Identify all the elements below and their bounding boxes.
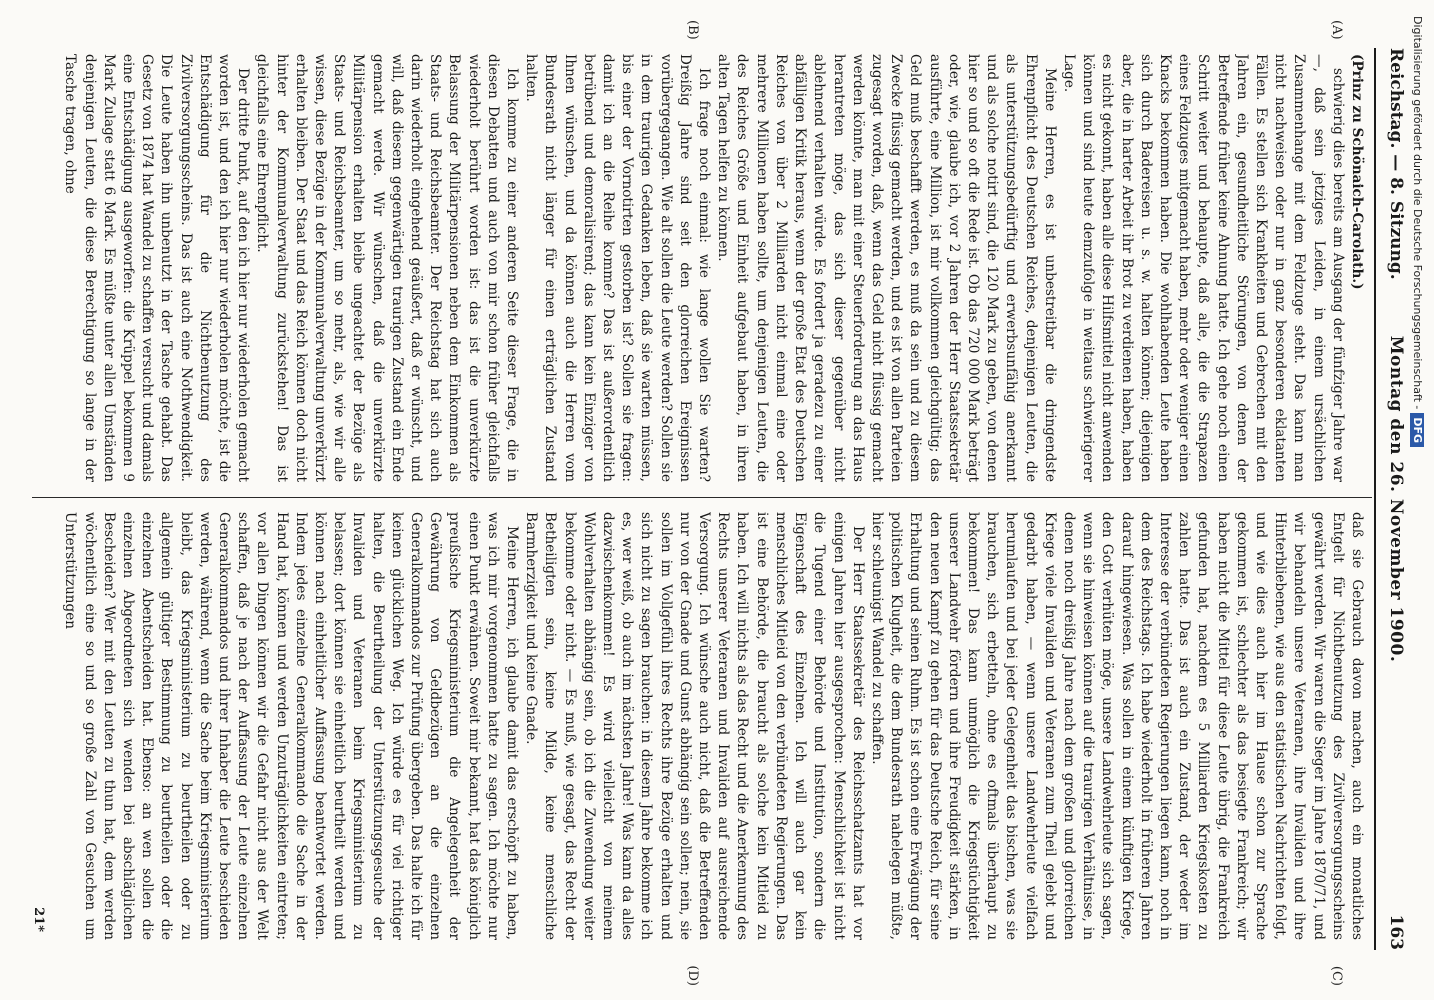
digitization-credit (1404, 8, 1430, 994)
margin-marker-c: (C) (1329, 965, 1344, 986)
paragraph: Der Herr Staatssekretär des Reichsschatzamts hat vor einigen Jahren hier ausgesprochen: Menschlichkeit ist nicht die Tugend einer Behörde und Institution, sondern die Eigenschaft des Einzelnen. Ich will auch gar kein menschliches Mitleid von den verbündeten Regierungen. Das ist eine Behörde, die braucht als solche kein Mitleid zu haben. Ich will nichts als das Recht und die Anerkennung des Rechts unserer Veteranen und Invaliden auf ausreichende Versorgung. Ich wünsche auch nicht, daß die Betreffenden nur von der Gnade und Gunst abhängig sein sollen; nein, sie sollen im Vollgefühl ihres Rechts ihre Bezüge erhalten und sich nicht zu sagen brauchen: in diesem Jahre bekomme ich es, wer weiß, ob auch im nächsten Jahre! Was kann da alles dazwischenkommen! Es wird vielleicht von meinem Wohlverhalten abhängig sein, ob ich die Zuwendung weiter bekomme oder nicht. — Es muß, wie gesagt, das Recht der Betheiligten sein, keine Milde, keine menschliche Barmherzigkeit und keine Gnade. (523, 512, 866, 940)
paragraph: Ich komme zu einer anderen Seite dieser Frage, die in diesen Debatten und auch von mir schon früher gleichfalls wiederholt berührt worden ist: das ist die unverkürzte Belassung der Militärpensionen neben dem Einkommen als Staats- und Reichsbeamter. Der Reichstag hat sich auch darin wiederholt eingehend geäußert, daß er wünscht, und will, daß diesem gegenwärtigen traurigen Zustand ein Ende gemacht werde. Wir wünschen, daß die unverkürzte Militärpension erhalten bleibe ungeachtet der Bezüge als Staats- und Reichsbeamter, um so mehr, als, wie wir alle wissen, diese Bezüge in der Kommunalverwaltung unverkürzt erhalten bleiben. Der Staat und das Reich können doch nicht hinter der Kommunalverwaltung zurückstehen! Das ist gleichfalls eine Ehrenpflicht. (254, 54, 521, 482)
speaker-line: (Prinz zu Schönaich-Carolath.) (1349, 54, 1365, 290)
margin-marker-a: (A) (1329, 20, 1344, 40)
header-rule (1374, 48, 1376, 950)
text-column-left (28, 54, 1366, 482)
column-divider (32, 497, 1372, 498)
paragraph: Meine Herren, es ist unbestreitbar die dringendste Ehrenpflicht des Deutschen Reiches, denjenigen Leuten, die als unterstützungsbedürftig und erwerbsunfähig anerkannt und als solche notirt sind, die 120 Mark zu geben, von denen hier so und so oft die Rede ist. Ob das 720 000 Mark beträgt oder, wie, glaube ich, vor 2 Jahren der Herr Staatssekretär ausführte, eine Million, ist mir vollkommen gleichgültig; das Geld muß beschafft werden, es muß da sein und zu diesem Zwecke flüssig gemacht werden, und es ist von allen Parteien zugesagt worden, daß, wenn das Geld nicht flüssig gemacht werden könnte, man mit einer Steuerforderung an das Haus herantreten möge, das sich dieser gegenüber nicht ablehnend verhalten würde. Es fordert ja geradezu zu einer abfälligen Kritik heraus, wenn der große Etat des Deutschen Reiches von über 2 Milliarden nicht einmal eine oder mehrere Millionen haben sollte, um denjenigen Leuten, die des Reiches Größe und Einheit aufgebaut haben, in ihren alten Tagen helfen zu können. (715, 54, 1058, 482)
signature-mark: 21* (31, 907, 46, 932)
paragraph: Meine Herren, ich glaube damit das erschöpft zu haben, was ich mir vorgenommen hatte zu sagen. Ich möchte nur einen Punkt erwähnen. Soweit mir bekannt, hat das königlich preußische Kriegsministerium die Angelegenheit der Gewährung von Geldbezügen an die einzelnen Generalkommandos zur Prüfung übergeben. Das halte ich für keinen glücklichen Weg. Ich würde es für viel richtiger halten, die Beurtheilung der Unterstützungsgesuche der Invaliden und Veteranen beim Kriegsministerium zu belassen; dort können sie einheitlich beurtheilt werden und können nach einheitlicher Auffassung beantwortet werden. Indem jedes einzelne Generalkommando die Sache in der Hand hat, können und werden Unzuträglichkeiten eintreten; vor allen Dingen können wir die Gefahr nicht aus der Welt schaffen, daß je nach der Auffassung der Leute einzelnen Generalkommandos und ihrer Inhaber die Leute beschieden werden, während, wenn die Sache beim Kriegsministerium bleibt, das Kriegsministerium zu beurtheilen oder zu allgemein gültiger Bestimmung zu beurtheilen oder die einzelnen Abentscheiden hat. Ebenso: an wen sollen die einzelnen Abgeordneten sich wenden bei abschläglichen Bescheiden? Wer mit den Leuten zu thun hat, dem werden wöchentlich eine so und so große Zahl von Gesuchen um Unterstützungen (62, 512, 521, 940)
header-session: Reichstag. — 8. Sitzung. (1386, 48, 1406, 280)
margin-marker-d: (D) (685, 965, 700, 986)
paragraph: Ich frage noch einmal: wie lange wollen Sie warten? Dreißig Jahre sind seit den glorreichen Ereignissen vorübergegangen. Wie alt sollen die Leute werden? Sollen sie in dem traurigen Gedanken leben, daß sie warten müssen, bis einer der Vornotirten gestorben ist? Sollen sie fragen: damit ich an die Reihe komme? Das ist außerordentlich betrübend und demoralisirend; das kann kein Einziger von Ihnen wünschen, und da können auch die Herren vom Bundesrath nicht länger für einen erträglichen Zustand halten. (523, 54, 713, 482)
dfg-logo: DFG (1410, 413, 1424, 447)
paragraph: daß sie Gebrauch davon machen, auch ein monatliches Entgelt für Nichtbenutzung des Zivilversorgungsscheins gewährt werden. Wir waren die Sieger im Jahre 1870/71, und wir behandeln unsere Veteranen, ihre Invaliden und ihre Hinterbliebenen, wie aus den statistischen Nachrichten folgt, und wie dies auch hier im Hause schon zur Sprache gekommen ist, schlechter als das besiegte Frankreich; wir haben nicht die Mittel für diese Leute übrig, die Frankreich gefunden hat, nachdem es 5 Milliarden Kriegskosten zu zahlen hatte. Das ist auch ein Zustand, der weder im Interesse der verbündeten Regierungen liegen kann, noch in dem des Reichstags. Ich habe wiederholt in früheren Jahren darauf hingewiesen. Was sollen in einem künftigen Kriege, den Gott verhüten möge, unsere Landwehrleute sich sagen, wenn sie hinweisen können auf die traurigen Verhältnisse, in denen noch dreißig Jahre nach dem großen und glorreichen Kriege viele Invaliden und Veteranen zum Theil gelebt und gedarbt haben, — wenn unsere Landwehrleute vielfach herumlaufen und bei jeder Gelegenheit das bischen, was sie brauchen, sich erbetteln, ohne es oftmals überhaupt zu bekommen! Das kann unmöglich die Kriegstüchtigkeit unserer Landwehr fördern und ihre Freudigkeit stärken, in den neuen Kampf zu gehen für das Deutsche Reich, für seine Erhaltung und seinen Ruhm. Es ist schon eine Erwägung der politischen Klugheit, die dem Bundesrath nahelegen müßte, hier schleunigst Wandel zu schaffen. (868, 512, 1365, 940)
header-date: Montag den 26. November 1900. (1386, 335, 1406, 663)
page-number: 163 (1386, 914, 1406, 950)
margin-marker-b: (B) (685, 20, 700, 40)
credit-text: Digitalisierung gefördert durch die Deutsche Forschungsgemeinschaft - (1411, 16, 1424, 410)
paragraph: schwierig dies bereits am Ausgang der fünfziger Jahre war —, daß sein jetziges Leiden, in einem ursächlichen Zusammenhange mit dem Feldzuge steht. Das kann man nicht nachweisen oder nur in ganz besonderen eklatanten Fällen. Es stellen sich Krankheiten und Gebrechen mit den Jahren ein, gesundheitliche Störungen, von denen der Betreffende früher keine Ahnung hatte. Ich gehe noch einen Schritt weiter und behaupte, daß alle, die die Strapazen eines Feldzuges mitgemacht haben, mehr oder weniger einen Knacks bekommen haben. Die wohlhabenden Leute haben sich durch Badereisen u. s. w. halten können; diejenigen aber, die in harter Arbeit ihr Brot zu verdienen haben, haben es nicht gekonnt, haben alle diese Hilfsmittel nicht anwenden können und sind heute demzufolge in weitaus schwierigerer Lage. (1060, 54, 1346, 482)
paragraph: Der dritte Punkt, auf den ich hier nur wiederholen gemacht worden ist, und den ich hier nur wiederholen möchte, ist die Entschädigung für die Nichtbenutzung des Zivilversorgungsscheins. Das ist auch eine Nothwendigkeit. Die Leute haben ihn unbenutzt in der Tasche gehabt. Das Gesetz von 1874 hat Wandel zu schaffen versucht und damals eine Entschädigung ausgeworfen: die Krüppel bekommen 9 Mark Zulage statt 6 Mark. Es müßte unter allen Umständen denjenigen Leuten, die diese Berechtigung so lange in der Tasche tragen, ohne (62, 54, 252, 482)
text-column-right (28, 512, 1366, 940)
